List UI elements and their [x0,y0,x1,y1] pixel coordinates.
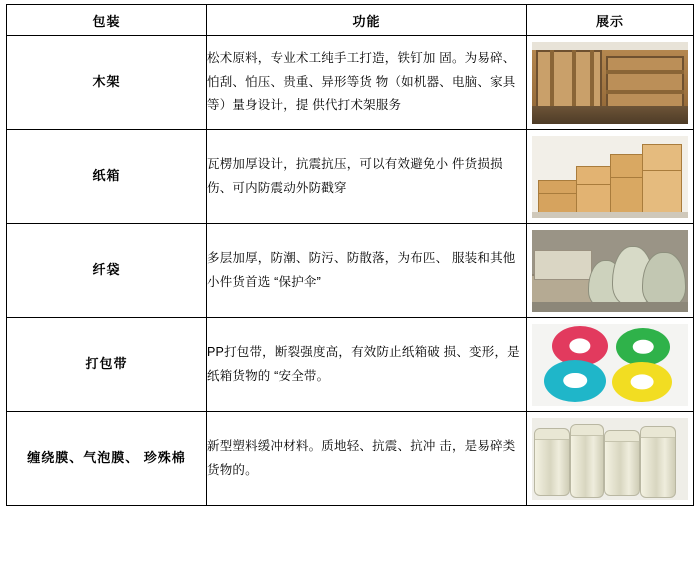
cell-display [527,130,694,224]
cell-category: 木架 [7,36,207,130]
carton-boxes-photo [532,136,688,218]
table-header [7,5,694,36]
table-row [7,130,694,224]
cell-display [527,318,694,412]
column-header-packaging: 包装 [7,5,207,36]
cell-category: 缠绕膜、气泡膜、 珍殊棉 [7,412,207,506]
table-body [7,36,694,506]
column-header-display: 展示 [527,5,694,36]
table-row [7,318,694,412]
wooden-crate-photo [532,42,688,124]
table-header-row [7,5,694,36]
cell-function: 多层加厚，防潮、防污、防散落，为布匹、 服装和其他小件货首选 “保护伞” [207,224,527,318]
cell-category: 纸箱 [7,130,207,224]
stretch-film-rolls-photo [532,418,688,500]
cell-category: 纤袋 [7,224,207,318]
cell-category: 打包带 [7,318,207,412]
strapping-rolls-photo [532,324,688,406]
cell-function: 瓦楞加厚设计，抗震抗压，可以有效避免小 件货损损伤、可内防震动外防戳穿 [207,130,527,224]
table-row [7,412,694,506]
table-row [7,36,694,130]
cell-display [527,36,694,130]
cell-function: 松术原料，专业术工纯手工打造，铁钉加 固。为易碎、怕刮、怕压、贵重、异形等货 物（如机器、电脑、家具等）量身设计，提 供代打术架服务 [207,36,527,130]
column-header-function: 功能 [207,5,527,36]
table-row [7,224,694,318]
cell-display [527,224,694,318]
woven-bags-photo [532,230,688,312]
packaging-table [6,4,694,506]
cell-function: PP打包带，断裂强度高，有效防止纸箱破 损、变形，是纸箱货物的 “安全带。 [207,318,527,412]
cell-function: 新型塑料缓冲材料。质地轻、抗震、抗冲 击，是易碎类货物的。 [207,412,527,506]
cell-display [527,412,694,506]
